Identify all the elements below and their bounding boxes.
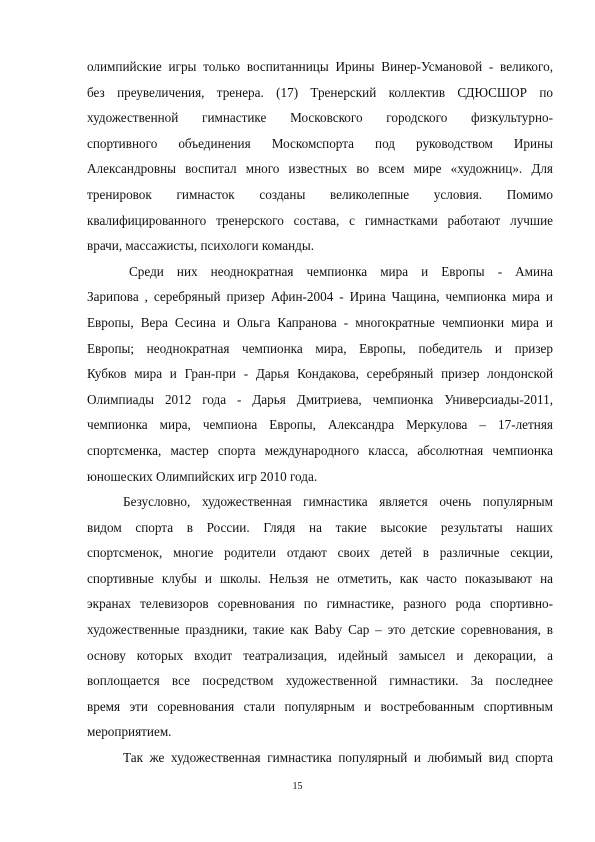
text-line: экранах телевизоров соревнования по гимнастике, разного рода спортивно-	[87, 596, 553, 612]
text-line: спортивного объединения Москомспорта под руководством Ирины	[87, 135, 553, 151]
text-line: Зарипова , серебряный призер Афин-2004 - Ирина Чащина, чемпионка мира и	[87, 289, 553, 305]
text-line: художественной гимнастике Московского городского физкультурно-	[87, 110, 553, 126]
text-line: воплощается все посредством художественной гимнастики. За последнее	[87, 673, 553, 689]
paragraph-first-line: Безусловно, художественная гимнастика является очень популярным	[123, 494, 553, 510]
text-line: тренировок гимнасток созданы великолепные условия. Помимо	[87, 186, 553, 202]
text-line: квалифицированного тренерского состава, с гимнастками работают лучшие	[87, 212, 553, 228]
text-line: Европы, Вера Сесина и Ольга Капранова - многократные чемпионки мира и	[87, 314, 553, 330]
body-text	[87, 54, 553, 771]
paragraph-first-line: Так же художественная гимнастика популярный и любимый вид спорта	[123, 750, 553, 766]
text-line: Олимпиады 2012 года - Дарья Дмитриева, чемпионка Универсиады-2011,	[87, 391, 553, 407]
text-line: без преувеличения, тренера. (17) Тренерский коллектив СДЮСШОР по	[87, 84, 553, 100]
text-line: время эти соревнования стали популярным и востребованным спортивным	[87, 698, 553, 714]
text-line: спортсменка, мастер спорта международного класса, абсолютная чемпионка	[87, 442, 553, 458]
text-line: видом спорта в России. Глядя на такие высокие результаты наших	[87, 519, 553, 535]
text-line: Европы; неоднократная чемпионка мира, Европы, победитель и призер	[87, 340, 553, 356]
paragraph-first-line: Среди них неоднократная чемпионка мира и Европы - Амина	[129, 263, 553, 279]
text-line: спортсменок, многие родители отдают своих детей в различные секции,	[87, 545, 553, 561]
text-line: Кубков мира и Гран-при - Дарья Кондакова, серебряный призер лондонской	[87, 366, 553, 382]
text-line: основу которых входит театрализация, идейный замысел и декорации, а	[87, 647, 553, 663]
text-line: художественные праздники, такие как Baby Cap – это детские соревнования, в	[87, 622, 553, 638]
text-line: мероприятием.	[87, 724, 172, 740]
text-line: чемпионка мира, чемпиона Европы, Александра Меркулова – 17-летняя	[87, 417, 553, 433]
page-number: 15	[292, 781, 303, 792]
text-line: Александровны воспитал много известных во всем мире «художниц». Для	[87, 161, 553, 177]
text-line: спортивные клубы и школы. Нельзя не отметить, как часто показывают на	[87, 570, 553, 586]
text-line: юношеских Олимпийских игр 2010 года.	[87, 468, 318, 484]
text-line: олимпийские игры только воспитанницы Ирины Винер-Усмановой - великого,	[87, 59, 553, 74]
text-line: врачи, массажисты, психологи команды.	[87, 238, 315, 254]
